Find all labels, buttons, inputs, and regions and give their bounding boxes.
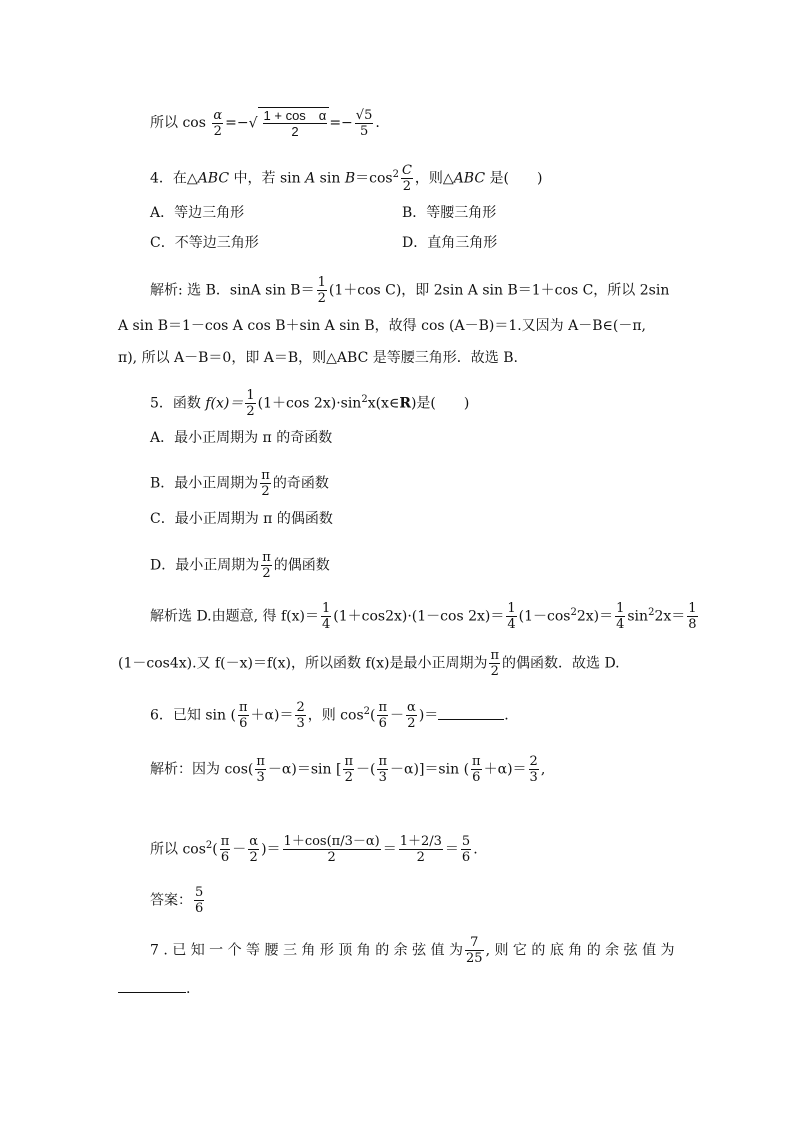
q4-solution-line1: 解析: 选 B．sinA sin B＝ $\frac{1}{2}$ (1＋cos C)，即 2sin A sin B＝1＋cos C，所以 2sin [150, 275, 670, 306]
q7-blank-line: . [118, 978, 190, 999]
fraction: $\frac{√5}{5}$ [355, 107, 373, 139]
q6-solution-line2: 所以 $\cos^2$( $\frac{\pi}{6}$ － $\frac{\alpha}{2}$ )＝ $\frac{1+\cos(\pi/3-\alpha)}{2}$ ＝ $\frac{1+2/3}{2}$ ＝ $\frac{5}{6}$ . [150, 834, 478, 865]
q4-option-d: D．直角三角形 [402, 235, 498, 251]
text: 所以 cos [150, 115, 206, 131]
q4-option-a: A．等边三角形 [150, 205, 245, 221]
q5-stem: 5．函数 f(x)＝ $\frac{1}{2}$ (1＋cos $2x)\cdot\sin^2x(x\in R)$是( ) [150, 388, 470, 419]
q4-option-c: C．不等边三角形 [150, 235, 259, 251]
answer-blank[interactable] [438, 705, 504, 720]
sqrt: √ $\frac{\text{1 + cos α}}{2}$ [249, 107, 330, 139]
q7-stem: 7 . 已 知 一 个 等 腰 三 角 形 顶 角 的 余 弦 值 为 $\frac{7}{25}$ , 则 它 的 底 角 的 余 弦 值 为 [150, 935, 675, 966]
q5-option-b: B．最小正周期为 $\frac{\pi}{2}$ 的奇函数 [150, 468, 329, 499]
fraction: $\frac{C}{2}$ [401, 163, 412, 194]
q4-solution-line2: A sin B＝1－cos A cos B＋sin A sin B，故得 cos (A－B)＝1.又因为 A－B∈(－π, [118, 318, 647, 334]
q6-answer: 答案： $\frac{5}{6}$ [150, 885, 204, 916]
fraction: $\frac{\alpha}{2}$ [213, 107, 223, 139]
q4-solution-line3: π), 所以 A－B＝0，即 A＝B，则△ABC 是等腰三角形．故选 B. [118, 350, 518, 366]
q6-stem: 6．已知 sin ( $\frac{\pi}{6}$ ＋α)＝ $\frac{2}{3}$ ，则 $\cos^2$( $\frac{\pi}{6}$ － $\frac{\alpha}{2}$ )＝ . [150, 700, 509, 731]
q5-option-c: C．最小正周期为 π 的偶函数 [150, 511, 333, 527]
answer-blank[interactable] [118, 978, 186, 993]
q5-option-a: A．最小正周期为 π 的奇函数 [150, 430, 333, 446]
q5-option-d: D．最小正周期为 $\frac{\pi}{2}$ 的偶函数 [150, 550, 330, 581]
q6-solution-line1: 解析：因为 cos( $\frac{\pi}{3}$ －α)＝sin [ $\frac{\pi}{2}$ －( $\frac{\pi}{3}$ －α)]＝sin ( $\frac{\pi}{6}$ ＋α)＝ $\frac{2}{3}$ , [150, 754, 546, 785]
q5-solution-line2: (1－cos4x).又 f(－x)＝f(x)，所以函数 f(x)是最小正周期为 $\frac{\pi}{2}$ 的偶函数．故选 D. [118, 648, 620, 679]
q4-stem: 4．在△ABC 中，若 sin A $\sin B=\cos^2$ $\frac{C}{2}$ ，则△ABC 是( ) [150, 163, 543, 194]
q3-conclusion: 所以 cos $\frac{\alpha}{2}$ =−√ $\frac{\text{1 + cos α}}{2}$ =− $\frac{√5}{5}$ . [150, 107, 380, 139]
q4-option-b: B．等腰三角形 [402, 205, 497, 221]
q5-solution-line1: 解析选 D.由题意, 得 f(x)＝ $\frac{1}{4}$ (1＋cos2x)·(1－cos 2x)＝ $\frac{1}{4}$ $(1-\cos^22x)=$ $\frac{1}{4}$ $\sin^22x=$ $\frac{1}{8}$ [150, 601, 697, 632]
